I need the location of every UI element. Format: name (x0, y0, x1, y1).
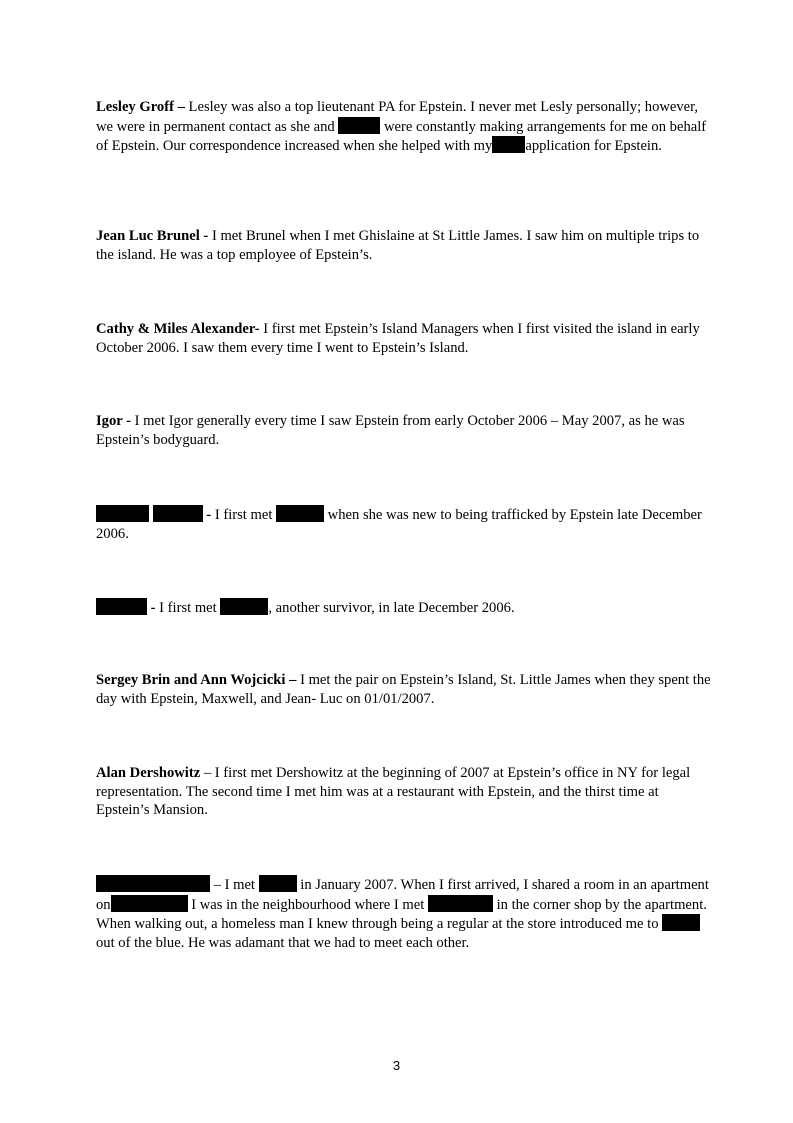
entry-text: in the corner shop by the apartment. When walking out, a homeless man I knew through being a regular at the store introduced me to (96, 896, 707, 933)
entry-cathy-miles-alexander (96, 320, 711, 357)
redaction-block (96, 505, 149, 522)
entry-redacted-3 (96, 875, 711, 952)
entry-name: Sergey Brin and Ann Wojcicki – (96, 672, 297, 688)
redaction-block (111, 895, 188, 912)
entry-text: I met the pair on Epstein’s Island, St. Little James when they spent the day with Epstein, Maxwell, and Jean- Luc on 01/01/2007. (96, 672, 711, 707)
entry-text: I first met (211, 507, 277, 523)
page-number: 3 (392, 1058, 401, 1073)
redaction-block (492, 136, 525, 153)
entry-text: out of the blue. He was adamant that we had to meet each other. (96, 934, 470, 951)
entry-text: I met Igor generally every time I saw Epstein from early October 2006 – May 2007, as he was Epstein’s bodyguard. (96, 413, 685, 448)
entry-sergey-brin-ann-wojcicki (96, 671, 711, 708)
entry-text: I met Brunel when I met Ghislaine at St Little James. I saw him on multiple trips to the island. He was a top employee of Epstein’s. (96, 228, 700, 263)
entry-redacted-2 (96, 598, 711, 618)
entry-text: I was in the neighbourhood where I met (187, 896, 428, 913)
redaction-block (276, 505, 324, 522)
entry-text: application for Epstein. (525, 138, 662, 155)
entry-lesley-groff (96, 98, 711, 156)
redaction-block (220, 598, 268, 615)
entry-name: - (147, 600, 156, 616)
redaction-block (428, 895, 493, 912)
redaction-block (259, 875, 297, 892)
entry-alan-dershowitz (96, 764, 711, 820)
redaction-block (96, 875, 210, 892)
entry-text: were constantly making arrangements for me on behalf of Epstein. Our correspondence increased when she helped with my (96, 118, 707, 155)
entry-name: Alan Dershowitz (96, 765, 201, 781)
redaction-block (153, 505, 203, 522)
entry-text: I first met (155, 600, 221, 616)
entry-text: in January 2007. When I first arrived, I shared a room in an apartment on (96, 877, 709, 913)
entry-name: - (202, 507, 212, 523)
entry-text: Lesley was also a top lieutenant PA for Epstein. I never met Lesly personally; however, we were in permanent contact as she and (96, 99, 699, 135)
entry-name: Igor - (96, 413, 131, 429)
entry-igor (96, 412, 711, 449)
redaction-block (662, 914, 700, 931)
redaction-block (338, 117, 380, 134)
entry-text: I first met Epstein’s Island Managers when I first visited the island in early October 2006. I saw them every time I went to Epstein’s Island. (96, 321, 700, 356)
entry-name: Cathy & Miles Alexander- (96, 321, 260, 337)
entry-text: – I met (210, 877, 259, 893)
entry-text: , another survivor, in late December 2006. (268, 600, 515, 616)
entry-redacted-1 (96, 505, 711, 543)
entry-name: Jean Luc Brunel - (96, 228, 209, 244)
entry-jean-luc-brunel (96, 227, 711, 264)
redaction-block (96, 598, 147, 615)
entry-text: when she was new to being trafficked by Epstein late December 2006. (96, 507, 702, 542)
entry-name: Lesley Groff – (96, 99, 185, 115)
entry-text: – I first met Dershowitz at the beginning of 2007 at Epstein’s office in NY for legal representation. The second time I met him was at a restaurant with Epstein, and the thirst time at Epstein’s Mansion. (96, 765, 691, 819)
